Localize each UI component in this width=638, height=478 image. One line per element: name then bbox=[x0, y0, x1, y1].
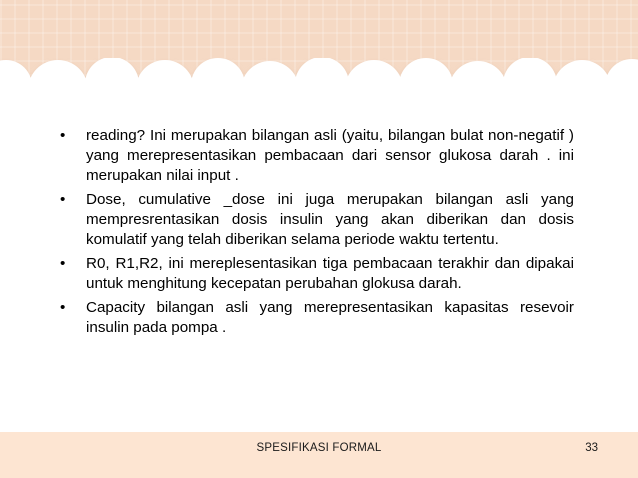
page-number: 33 bbox=[585, 442, 598, 454]
list-item bbox=[60, 254, 574, 294]
bullet-text: R0, R1,R2, ini mereplesentasikan tiga pembacaan terakhir dan dipakai untuk menghitung kecepatan perubahan glokusa darah. bbox=[86, 255, 574, 292]
footer-title: SPESIFIKASI FORMAL bbox=[256, 442, 382, 454]
list-item bbox=[60, 298, 574, 338]
bullet-icon: • bbox=[60, 191, 66, 208]
list-item bbox=[60, 190, 574, 250]
bullet-text: Dose, cumulative _dose ini juga merupakan bilangan asli yang mempresrentasikan dosis insulin yang akan diberikan dan dosis komulatif yang telah diberikan selama periode waktu tertentu. bbox=[86, 191, 574, 248]
bullet-icon: • bbox=[60, 127, 66, 144]
bullet-text: reading? Ini merupakan bilangan asli (yaitu, bilangan bulat non-negatif ) yang merepresentasikan pembacaan dari sensor glukosa darah . ini merupakan nilai input . bbox=[86, 127, 574, 184]
bullet-text: Capacity bilangan asli yang merepresentasikan kapasitas resevoir insulin pada pompa . bbox=[86, 299, 574, 336]
header-decoration bbox=[0, 0, 638, 118]
scallop-border bbox=[0, 58, 638, 118]
bullet-icon: • bbox=[60, 299, 66, 316]
bullet-icon: • bbox=[60, 255, 66, 272]
list-item bbox=[60, 126, 574, 186]
footer-bar bbox=[0, 432, 638, 478]
bullet-list bbox=[60, 126, 574, 342]
